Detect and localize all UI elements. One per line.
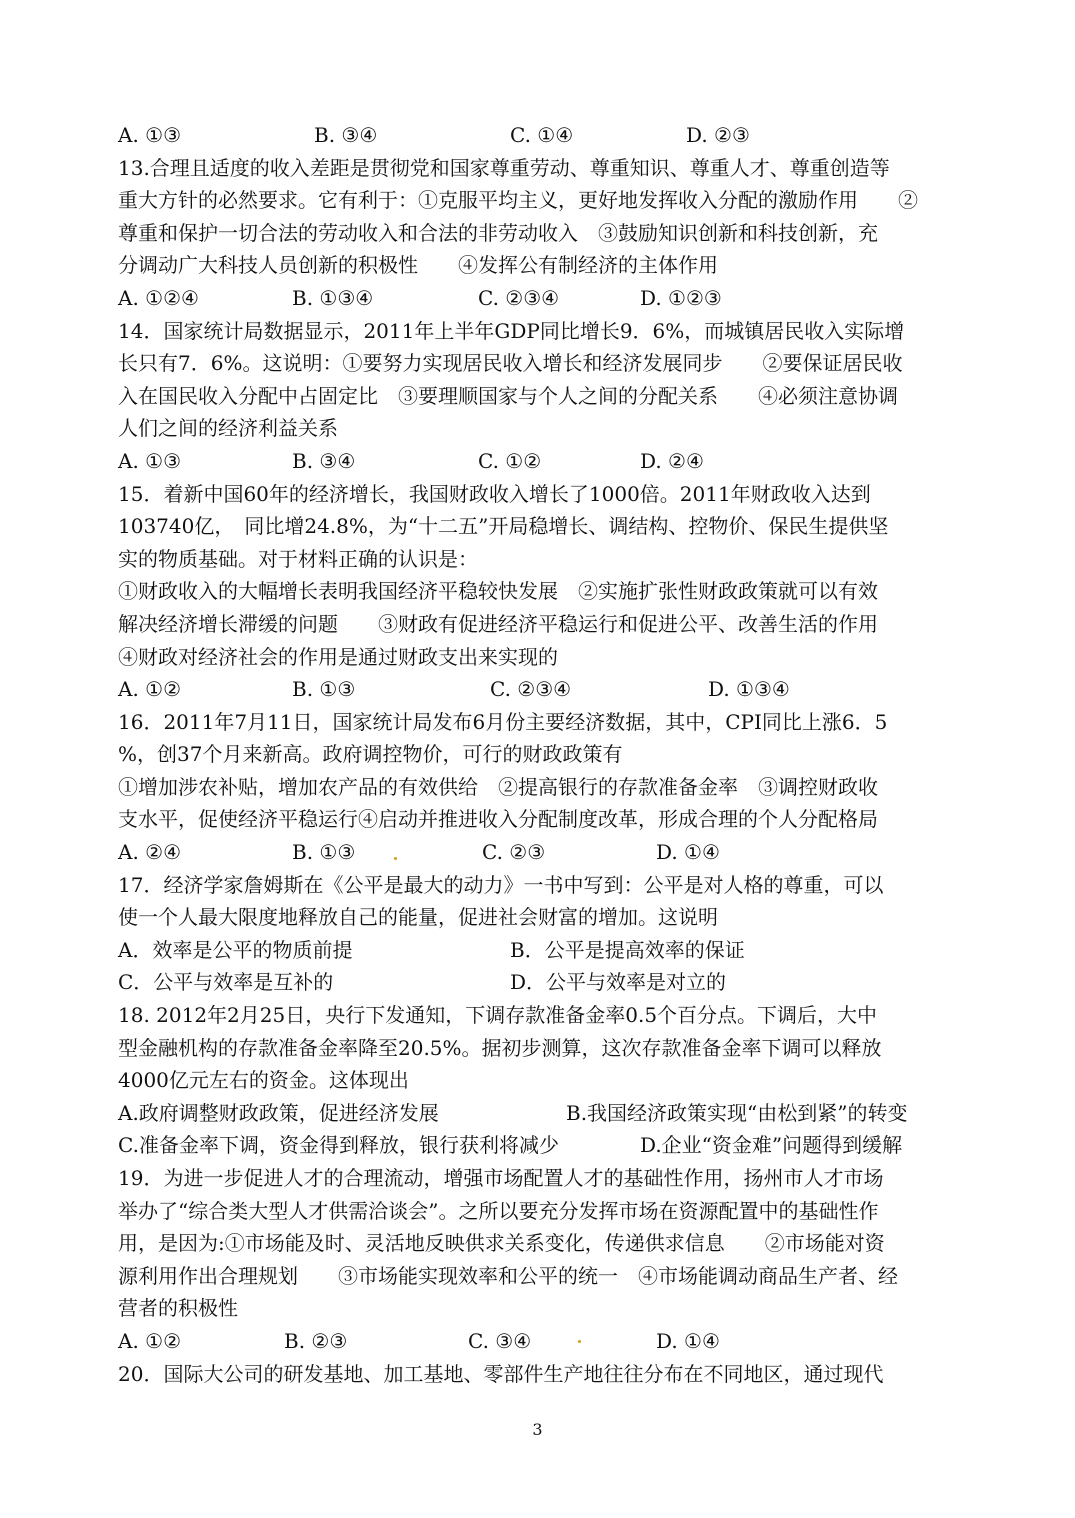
- q12-option-c: C. ①④: [510, 123, 574, 147]
- question-15: [118, 478, 963, 706]
- q13-option-d: D. ①②③: [640, 285, 722, 310]
- stray-mark: [578, 1340, 581, 1343]
- q14-line: 入在国民收入分配中占固定比 ③要理顺国家与个人之间的分配关系 ④必须注意协调: [118, 383, 898, 408]
- q15-line: 103740亿， 同比增24.8%，为“十二五”开局稳增长、调结构、控物价、保民生提供坚: [118, 514, 889, 539]
- exam-page: [118, 119, 963, 1390]
- q14-option-c: C. ①②: [478, 448, 542, 473]
- q16-line: 支水平，促使经济平稳运行④启动并推进收入分配制度改革，形成合理的个人分配格局: [118, 807, 878, 832]
- question-19: [118, 1162, 963, 1358]
- question-13: [118, 152, 963, 315]
- page-number: 3: [532, 1420, 543, 1439]
- q15-option-a: A. ①②: [118, 677, 182, 702]
- q18-option-b: B.我国经济政策实现“由松到紧”的转变: [566, 1100, 908, 1125]
- q12-option-d: D. ②③: [686, 123, 750, 147]
- q19-line: 19．为进一步促进人才的合理流动，增强市场配置人才的基础性作用，扬州市人才市场: [118, 1166, 884, 1190]
- q14-options: [118, 445, 963, 478]
- q15-option-d: D. ①③④: [708, 677, 790, 702]
- stray-mark: [394, 857, 397, 860]
- q13-line: 重大方针的必然要求。它有利于：①克服平均主义，更好地发挥收入分配的激励作用 ②: [118, 188, 918, 213]
- question-16: [118, 706, 963, 869]
- q18-option-c: C.准备金率下调，资金得到释放，银行获利将减少: [118, 1133, 559, 1158]
- q19-option-c: C. ③④: [468, 1328, 532, 1353]
- q12-option-b: B. ③④: [314, 123, 378, 147]
- q17-option-d: D．公平与效率是对立的: [510, 970, 727, 995]
- q17-options-row2: [118, 966, 963, 999]
- q18-line: 型金融机构的存款准备金率降至20.5%。据初步测算，这次存款准备金率下调可以释放: [118, 1035, 882, 1060]
- q15-option-b: B. ①③: [292, 677, 356, 702]
- q15-option-c: C. ②③④: [490, 677, 572, 702]
- q19-line: 举办了“综合类大型人才供需洽谈会”。之所以要充分发挥市场在资源配置中的基础性作: [118, 1198, 879, 1223]
- q17-line: 使一个人最大限度地释放自己的能量，促进社会财富的增加。这说明: [118, 905, 718, 930]
- q17-option-c: C．公平与效率是互补的: [118, 970, 334, 995]
- q12-options: [118, 119, 963, 152]
- question-18: [118, 999, 963, 1162]
- q13-line: 分调动广大科技人员创新的积极性 ④发挥公有制经济的主体作用: [118, 253, 718, 278]
- q17-option-a: A．效率是公平的物质前提: [118, 937, 353, 962]
- q14-option-a: A. ①③: [118, 448, 182, 473]
- question-14: [118, 315, 963, 478]
- q19-option-a: A. ①②: [118, 1328, 182, 1353]
- q13-option-b: B. ①③④: [292, 285, 374, 310]
- q13-option-c: C. ②③④: [478, 285, 560, 310]
- q17-line: 17．经济学家詹姆斯在《公平是最大的动力》一书中写到：公平是对人格的尊重，可以: [118, 872, 884, 897]
- q13-option-a: A. ①②④: [118, 285, 199, 310]
- q15-options: [118, 673, 963, 706]
- q18-option-a: A.政府调整财政政策，促进经济发展: [118, 1100, 439, 1125]
- q13-line: 尊重和保护一切合法的劳动收入和合法的非劳动收入 ③鼓励知识创新和科技创新，充: [118, 220, 878, 245]
- q16-options: [118, 836, 963, 869]
- q16-option-c: C. ②③: [482, 840, 546, 865]
- q16-line: ①增加涉农补贴，增加农产品的有效供给 ②提高银行的存款准备金率 ③调控财政收: [118, 774, 878, 799]
- q15-line: 15．着新中国60年的经济增长，我国财政收入增长了1000倍。2011年财政收入达到: [118, 481, 871, 506]
- q16-option-b: B. ①③: [292, 840, 356, 865]
- q15-line: 解决经济增长滞缓的问题 ③财政有促进经济平稳运行和促进公平、改善生活的作用: [118, 611, 878, 636]
- q18-options-row2: [118, 1129, 963, 1162]
- q19-option-d: D. ①④: [656, 1328, 720, 1353]
- question-17: [118, 869, 963, 999]
- q19-option-b: B. ②③: [284, 1328, 348, 1353]
- q17-options-row1: [118, 934, 963, 967]
- q18-line: 18. 2012年2月25日，央行下发通知，下调存款准备金率0.5个百分点。下调后，大中: [118, 1003, 878, 1028]
- q20-line: 20．国际大公司的研发基地、加工基地、零部件生产地往往分布在不同地区，通过现代: [118, 1361, 884, 1386]
- q14-line: 人们之间的经济利益关系: [118, 416, 338, 441]
- q17-option-b: B．公平是提高效率的保证: [510, 937, 745, 962]
- q14-line: 长只有7．6%。这说明：①要努力实现居民收入增长和经济发展同步 ②要保证居民收: [118, 351, 903, 376]
- q13-line: 13.合理且适度的收入差距是贯彻党和国家尊重劳动、尊重知识、尊重人才、尊重创造等: [118, 155, 890, 180]
- q19-line: 用，是因为:①市场能及时、灵活地反映供求关系变化，传递供求信息 ②市场能对资: [118, 1231, 885, 1256]
- q19-options: [118, 1325, 963, 1358]
- q16-option-d: D. ①④: [656, 840, 720, 865]
- q14-option-b: B. ③④: [292, 448, 356, 473]
- q14-line: 14．国家统计局数据显示，2011年上半年GDP同比增长9．6%，而城镇居民收入实际增: [118, 318, 905, 343]
- q18-option-d: D.企业“资金难”问题得到缓解: [640, 1133, 903, 1158]
- q14-option-d: D. ②④: [640, 448, 704, 473]
- q16-line: %，创37个月来新高。政府调控物价，可行的财政政策有: [118, 742, 623, 767]
- q13-options: [118, 282, 963, 315]
- q16-option-a: A. ②④: [118, 840, 182, 865]
- q18-line: 4000亿元左右的资金。这体现出: [118, 1068, 409, 1093]
- q19-line: 源利用作出合理规划 ③市场能实现效率和公平的统一 ④市场能调动商品生产者、经: [118, 1263, 898, 1288]
- q19-line: 营者的积极性: [118, 1296, 238, 1321]
- q15-line: 实的物质基础。对于材料正确的认识是：: [118, 546, 478, 571]
- q15-line: ①财政收入的大幅增长表明我国经济平稳较快发展 ②实施扩张性财政政策就可以有效: [118, 579, 878, 604]
- q16-line: 16．2011年7月11日，国家统计局发布6月份主要经济数据，其中，CPI同比上涨6．5: [118, 709, 888, 734]
- q12-option-a: A. ①③: [118, 123, 182, 147]
- q15-line: ④财政对经济社会的作用是通过财政支出来实现的: [118, 644, 558, 669]
- question-20: [118, 1358, 963, 1391]
- q18-options-row1: [118, 1097, 963, 1130]
